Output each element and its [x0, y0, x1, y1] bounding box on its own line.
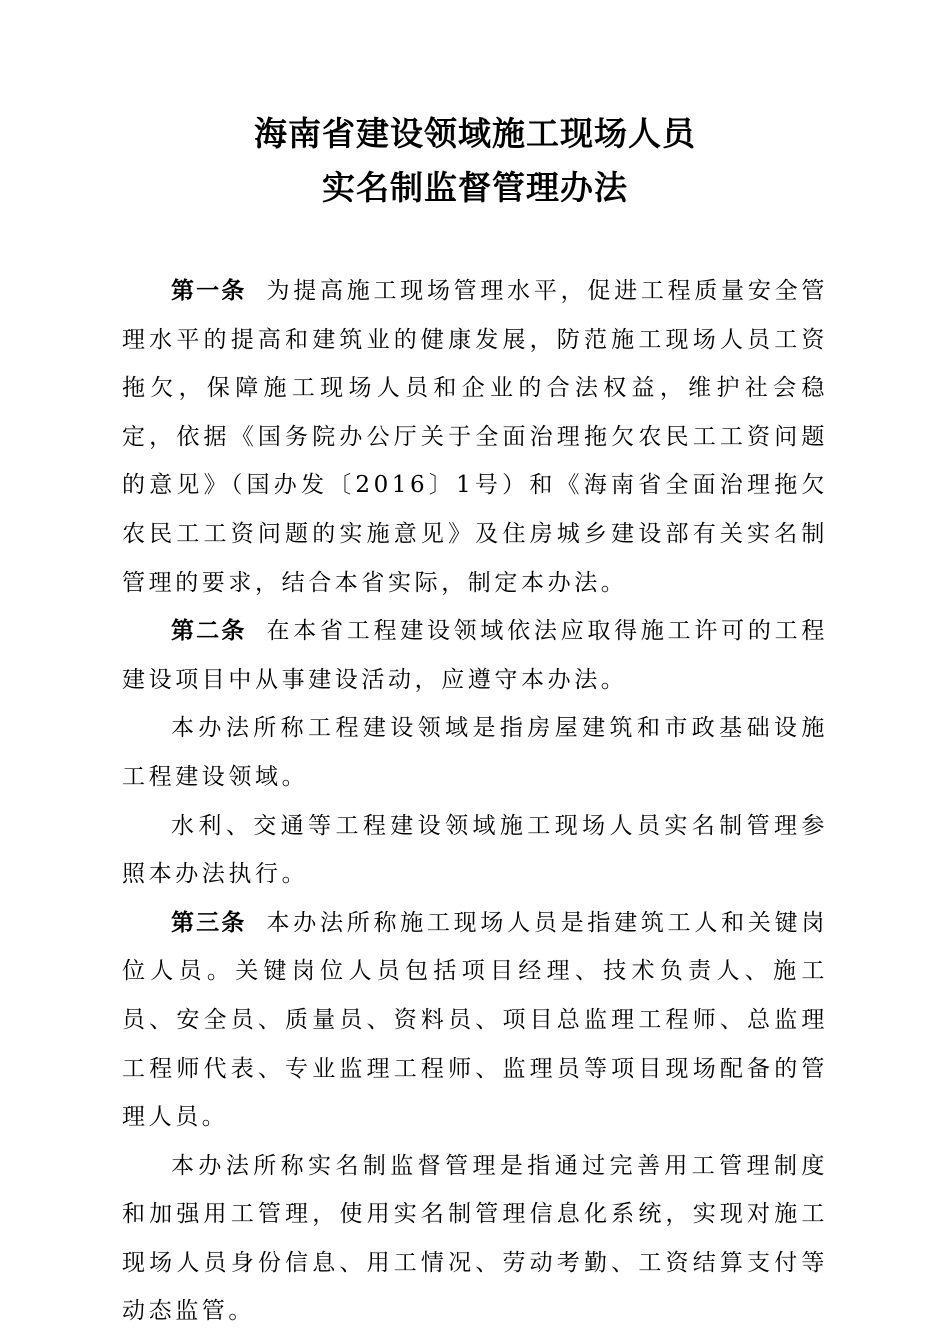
document-title-line1: 海南省建设领域施工现场人员: [254, 114, 696, 153]
article-1-paragraph: [122, 267, 828, 607]
article-2-paragraph-2: [122, 704, 828, 801]
article-2-paragraph-3: [122, 802, 828, 899]
article-2-paragraph: [122, 607, 828, 704]
paragraph-text: 本办法所称实名制监督管理是指通过完善用工管理制度和加强用工管理，使用实名制管理信息化系统，实现对施工现场人员身份信息、用工情况、劳动考勤、工资结算支付等动态监管。: [122, 1152, 828, 1325]
document-body: [122, 267, 828, 1336]
article-label: 第一条: [171, 277, 247, 304]
article-label: 第三条: [171, 908, 247, 936]
article-label: 第二条: [171, 617, 247, 645]
paragraph-text: 本办法所称施工现场人员是指建筑工人和关键岗位人员。关键岗位人员包括项目经理、技术负责人、施工员、安全员、质量员、资料员、项目总监理工程师、总监理工程师代表、专业监理工程师、监理员等项目现场配备的管理人员。: [122, 909, 829, 1131]
document-title-line2: 实名制监督管理办法: [322, 168, 628, 207]
paragraph-text: 水利、交通等工程建设领域施工现场人员实名制管理参照本办法执行。: [122, 812, 828, 888]
article-3-paragraph: [122, 899, 828, 1142]
paragraph-text: 本办法所称工程建设领域是指房屋建筑和市政基础设施工程建设领域。: [122, 715, 828, 790]
paragraph-text: 在本省工程建设领域依法应取得施工许可的工程建设项目中从事建设活动，应遵守本办法。: [122, 618, 829, 693]
paragraph-text: 为提高施工现场管理水平，促进工程质量安全管理水平的提高和建筑业的健康发展，防范施工现场人员工资拖欠，保障施工现场人员和企业的合法权益，维护社会稳定，依据《国务院办公厅关于全面治理拖欠农民工工资问题的意见》（国办发〔2016〕1号）和《海南省全面治理拖欠农民工工资问题的实施意见》及住房城乡建设部有关实名制管理的要求，结合本省实际，制定本办法。: [122, 278, 829, 596]
article-3-paragraph-2: [122, 1142, 828, 1336]
